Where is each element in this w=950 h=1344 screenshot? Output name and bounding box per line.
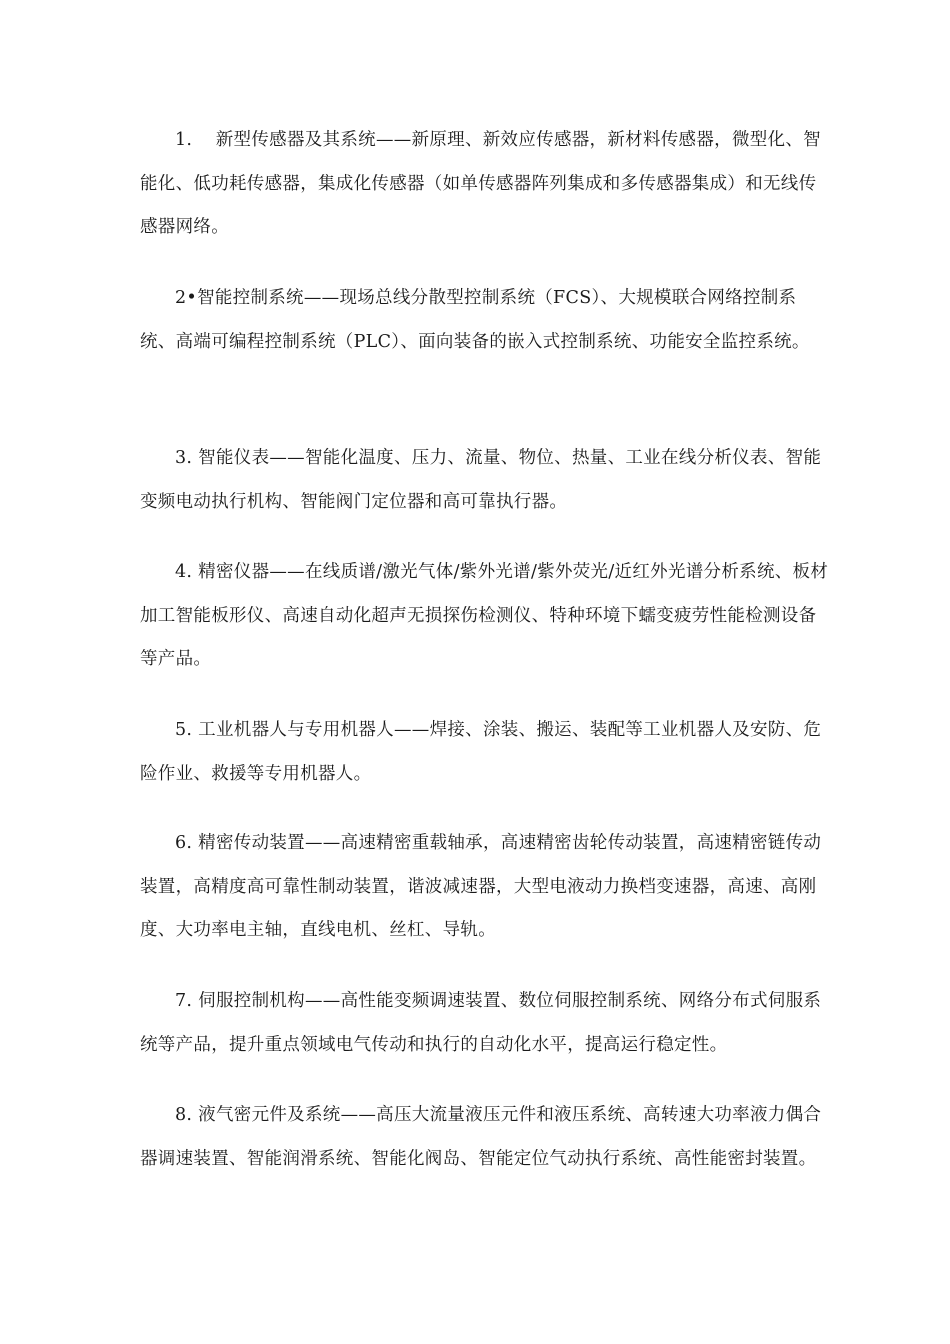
paragraph-number: 7. <box>175 991 193 1011</box>
paragraph-number: 5. <box>175 720 193 740</box>
paragraph-6 <box>140 822 830 953</box>
paragraph-number: 4. <box>175 562 193 582</box>
paragraph-4 <box>140 551 830 682</box>
paragraph-3 <box>140 437 830 524</box>
paragraph-text: 智能控制系统——现场总线分散型控制系统（FCS）、大规模联合网络控制系统、高端可编程控制系统（PLC）、面向装备的嵌入式控制系统、功能安全监控系统。 <box>140 288 810 352</box>
paragraph-8 <box>140 1094 830 1181</box>
paragraph-text: 新型传感器及其系统——新原理、新效应传感器，新材料传感器，微型化、智能化、低功耗传感器，集成化传感器（如单传感器阵列集成和多传感器集成）和无线传感器网络。 <box>140 130 821 237</box>
paragraph-text: 智能仪表——智能化温度、压力、流量、物位、热量、工业在线分析仪表、智能变频电动执行机构、智能阀门定位器和高可靠执行器。 <box>140 448 822 512</box>
paragraph-2 <box>140 277 830 364</box>
paragraph-number: 6. <box>175 833 193 853</box>
paragraph-text: 液气密元件及系统——高压大流量液压元件和液压系统、高转速大功率液力偶合器调速装置、智能润滑系统、智能化阀岛、智能定位气动执行系统、高性能密封装置。 <box>140 1105 822 1169</box>
paragraph-number: 2• <box>175 288 198 308</box>
paragraph-7 <box>140 980 830 1067</box>
paragraph-number: 8. <box>175 1105 193 1125</box>
paragraph-text: 工业机器人与专用机器人——焊接、涂装、搬运、装配等工业机器人及安防、危险作业、救援等专用机器人。 <box>140 720 822 784</box>
paragraph-number: 1. <box>175 130 193 150</box>
paragraph-1 <box>140 119 830 250</box>
paragraph-number: 3. <box>175 448 193 468</box>
paragraph-text: 伺服控制机构——高性能变频调速装置、数位伺服控制系统、网络分布式伺服系统等产品，提升重点领域电气传动和执行的自动化水平，提高运行稳定性。 <box>140 991 822 1055</box>
paragraph-text: 精密仪器——在线质谱/激光气体/紫外光谱/紫外荧光/近红外光谱分析系统、板材加工智能板形仪、高速自动化超声无损探伤检测仪、特种环境下蠕变疲劳性能检测设备等产品。 <box>140 562 829 669</box>
paragraph-text: 精密传动装置——高速精密重载轴承，高速精密齿轮传动装置，高速精密链传动装置，高精度高可靠性制动装置，谐波减速器，大型电液动力换档变速器，高速、高刚度、大功率电主轴，直线电机、丝杠、导轨。 <box>140 833 822 940</box>
paragraph-5 <box>140 709 830 796</box>
